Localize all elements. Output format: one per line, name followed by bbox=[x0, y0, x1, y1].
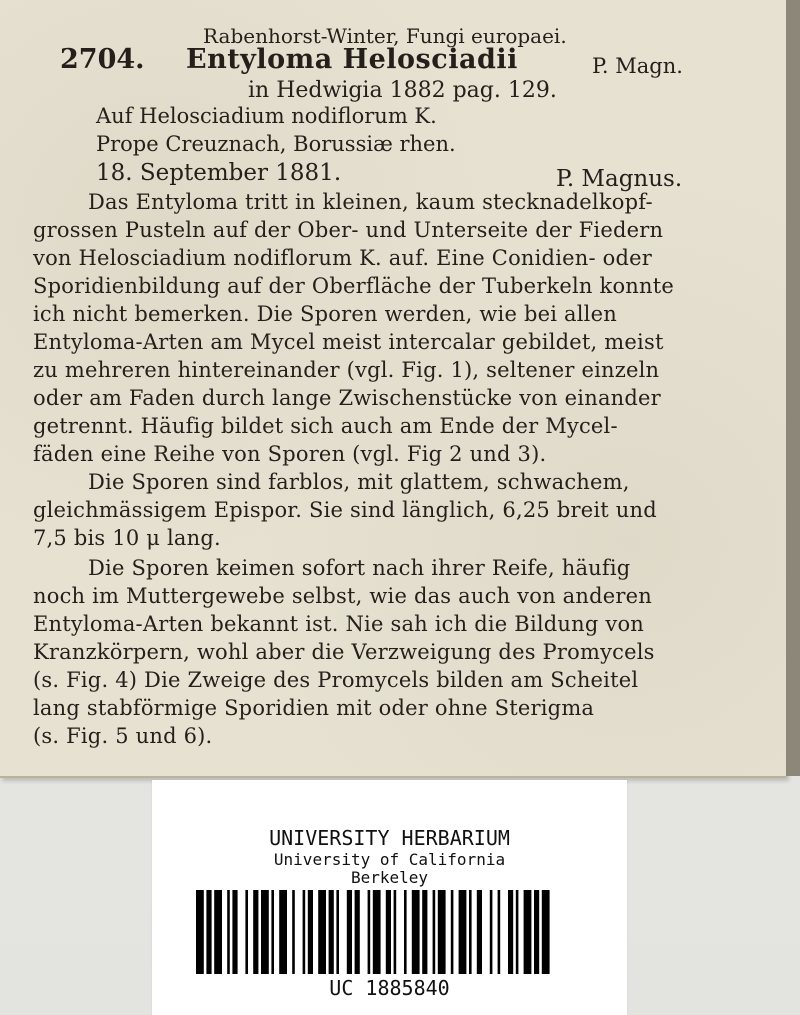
collector-name: P. Magnus. bbox=[556, 166, 683, 192]
description-line: Die Sporen keimen sofort nach ihrer Reife, häufig bbox=[88, 556, 631, 580]
description-line: Kranzkörpern, wohl aber die Verzweigung des Promycels bbox=[33, 640, 655, 664]
species-authority: P. Magn. bbox=[592, 54, 683, 78]
barcode bbox=[196, 890, 590, 974]
label-edge-shadow bbox=[786, 0, 800, 776]
description-line: Das Entyloma tritt in kleinen, kaum stecknadelkopf- bbox=[88, 190, 653, 214]
publication-reference: in Hedwigia 1882 pag. 129. bbox=[248, 78, 557, 103]
description-line: zu mehreren hintereinander (vgl. Fig. 1), seltener einzeln bbox=[33, 358, 660, 382]
description-line: Sporidienbildung auf der Oberfläche der Tuberkeln konnte bbox=[33, 274, 675, 298]
herbarium-barcode-label bbox=[152, 780, 627, 1015]
description-line: lang stabförmige Sporidien mit oder ohne Sterigma bbox=[33, 696, 595, 720]
description-line: noch im Muttergewebe selbst, wie das auch von anderen bbox=[33, 584, 652, 608]
description-line: Entyloma-Arten am Mycel meist intercalar gebildet, meist bbox=[33, 330, 664, 354]
description-line: ich nicht bemerken. Die Sporen werden, wie bei allen bbox=[33, 302, 617, 326]
description-line: Entyloma-Arten bekannt ist. Nie sah ich die Bildung von bbox=[33, 612, 645, 636]
species-name: Entyloma Helosciadii bbox=[186, 44, 518, 75]
catalog-number: UC 1885840 bbox=[329, 976, 450, 1000]
description-line: grossen Pusteln auf der Ober- und Unterseite der Fiedern bbox=[33, 218, 664, 242]
description-line: (s. Fig. 5 und 6). bbox=[33, 724, 213, 748]
description-line: getrennt. Häufig bildet sich auch am Ende der Mycel- bbox=[33, 414, 618, 438]
description-line: fäden eine Reihe von Sporen (vgl. Fig 2 und 3). bbox=[33, 442, 547, 466]
description-line: (s. Fig. 4) Die Zweige des Promycels bilden am Scheitel bbox=[33, 668, 639, 692]
series-title: Rabenhorst-Winter, Fungi europaei. bbox=[203, 24, 567, 48]
city-name: Berkeley bbox=[350, 868, 429, 887]
exsiccata-number: 2704. bbox=[60, 44, 145, 75]
locality-line: Prope Creuznach, Borussiæ rhen. bbox=[96, 132, 456, 156]
description-line: Die Sporen sind farblos, mit glattem, schwachem, bbox=[88, 470, 630, 494]
herbarium-name: UNIVERSITY HERBARIUM bbox=[269, 826, 510, 850]
description-line: 7,5 bis 10 μ lang. bbox=[33, 526, 221, 550]
description-line: oder am Faden durch lange Zwischenstücke von einander bbox=[33, 386, 661, 410]
description-line: von Helosciadium nodiflorum K. auf. Eine Conidien- oder bbox=[33, 246, 652, 270]
host-line: Auf Helosciadium nodiflorum K. bbox=[96, 104, 437, 128]
description-line: gleichmässigem Epispor. Sie sind länglich, 6,25 breit und bbox=[33, 498, 657, 522]
institution-name: University of California bbox=[273, 850, 506, 869]
collection-date: 18. September 1881. bbox=[96, 160, 342, 186]
